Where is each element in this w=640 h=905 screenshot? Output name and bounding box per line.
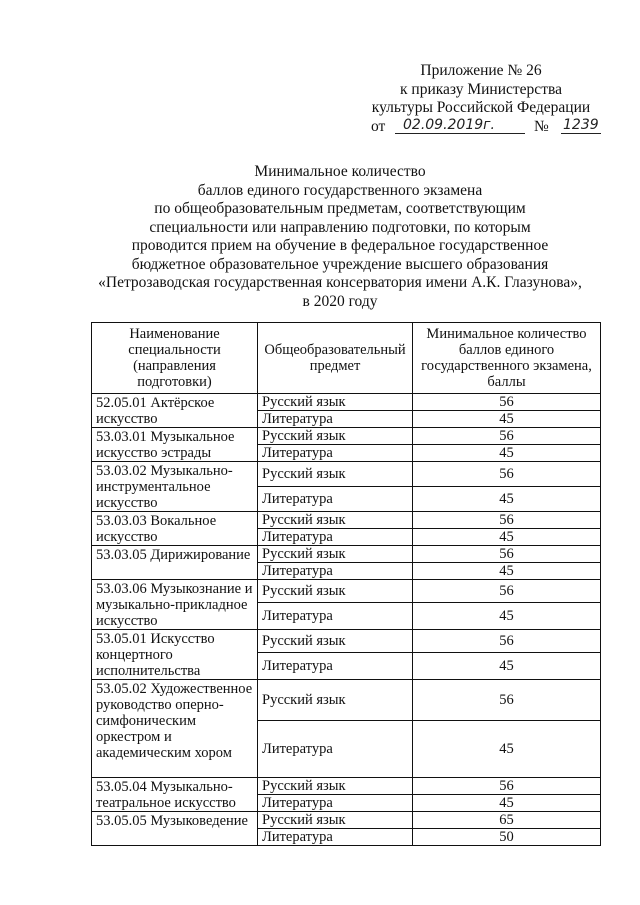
score-cell: 45 xyxy=(413,563,601,580)
table-row xyxy=(92,812,601,829)
specialty-cell: 53.03.03 Вокальное искусство xyxy=(92,512,258,546)
score-cell: 45 xyxy=(413,653,601,680)
specialty-cell: 53.05.05 Музыковедение xyxy=(92,812,258,846)
score-cell: 50 xyxy=(413,829,601,846)
subject-cell: Русский язык xyxy=(258,630,413,653)
score-cell: 56 xyxy=(413,512,601,529)
subject-cell: Литература xyxy=(258,563,413,580)
score-cell: 65 xyxy=(413,812,601,829)
table-row xyxy=(92,630,601,653)
order-reference: к приказу Министерства xyxy=(400,80,562,98)
document-title xyxy=(80,163,600,311)
subject-cell: Литература xyxy=(258,653,413,680)
appendix-number: Приложение № 26 xyxy=(420,62,542,79)
score-cell: 56 xyxy=(413,680,601,721)
subject-cell: Русский язык xyxy=(258,462,413,487)
table-row xyxy=(92,778,601,795)
subject-cell: Литература xyxy=(258,603,413,630)
score-cell: 45 xyxy=(413,487,601,512)
header-subject: Общеобразовательный предмет xyxy=(258,323,413,394)
order-number: 1239 xyxy=(561,116,601,134)
subject-cell: Литература xyxy=(258,529,413,546)
title-line: Минимальное количество xyxy=(254,163,426,180)
subject-cell: Русский язык xyxy=(258,580,413,603)
score-cell: 56 xyxy=(413,546,601,563)
subject-cell: Литература xyxy=(258,411,413,428)
score-cell: 56 xyxy=(413,462,601,487)
specialty-cell: 53.05.01 Искусство концертного исполнительства xyxy=(92,630,258,680)
order-date-line xyxy=(371,116,599,138)
score-cell: 45 xyxy=(413,603,601,630)
title-line: проводится прием на обучение в федеральное государственное xyxy=(131,237,549,254)
table-row xyxy=(92,680,601,721)
table-header-row xyxy=(92,323,601,394)
specialty-cell: 53.05.04 Музыкально-театральное искусство xyxy=(92,778,258,812)
table-row xyxy=(92,512,601,529)
table-row xyxy=(92,546,601,563)
order-number-label: № xyxy=(534,117,549,135)
table-row xyxy=(92,428,601,445)
specialty-cell: 53.03.01 Музыкальное искусство эстрады xyxy=(92,428,258,462)
specialty-cell: 53.03.06 Музыкознание и музыкально-прикладное искусство xyxy=(92,580,258,630)
score-cell: 45 xyxy=(413,445,601,462)
table-row xyxy=(92,462,601,487)
subject-cell: Русский язык xyxy=(258,812,413,829)
score-cell: 56 xyxy=(413,428,601,445)
score-cell: 45 xyxy=(413,529,601,546)
title-line: по общеобразовательным предметам, соответствующим xyxy=(154,200,526,217)
title-line: специальности или направлению подготовки, по которым xyxy=(149,218,531,236)
specialty-cell: 53.03.05 Дирижирование xyxy=(92,546,258,580)
subject-cell: Литература xyxy=(258,445,413,462)
subject-cell: Литература xyxy=(258,487,413,512)
table-row xyxy=(92,394,601,411)
title-line: «Петрозаводская государственная консерватория имени А.К. Глазунова», xyxy=(98,274,582,291)
subject-cell: Русский язык xyxy=(258,546,413,563)
subject-cell: Русский язык xyxy=(258,680,413,721)
score-cell: 45 xyxy=(413,411,601,428)
order-date: 02.09.2019г. xyxy=(395,116,525,134)
subject-cell: Русский язык xyxy=(258,428,413,445)
score-cell: 56 xyxy=(413,580,601,603)
specialty-cell: 52.05.01 Актёрское искусство xyxy=(92,394,258,428)
score-cell: 45 xyxy=(413,721,601,778)
score-cell: 45 xyxy=(413,795,601,812)
specialty-cell: 53.05.02 Художественное руководство оперно-симфоническим оркестром и академическим хором xyxy=(92,680,258,778)
score-cell: 56 xyxy=(413,394,601,411)
appendix-header xyxy=(366,62,599,138)
min-scores-table xyxy=(91,322,601,846)
ministry-name: культуры Российской Федерации xyxy=(371,99,591,116)
title-line: баллов единого государственного экзамена xyxy=(197,181,483,199)
subject-cell: Русский язык xyxy=(258,394,413,411)
score-cell: 56 xyxy=(413,630,601,653)
subject-cell: Литература xyxy=(258,795,413,812)
subject-cell: Русский язык xyxy=(258,512,413,529)
header-specialty: Наименование специальности (направления подготовки) xyxy=(92,323,258,394)
specialty-cell: 53.03.02 Музыкально-инструментальное искусство xyxy=(92,462,258,512)
table-row xyxy=(92,580,601,603)
score-cell: 56 xyxy=(413,778,601,795)
title-line: в 2020 году xyxy=(302,292,378,310)
subject-cell: Литература xyxy=(258,721,413,778)
order-prefix: от xyxy=(371,117,386,135)
subject-cell: Литература xyxy=(258,829,413,846)
header-min-score: Минимальное количество баллов единого государственного экзамена, баллы xyxy=(413,323,601,394)
title-line: бюджетное образовательное учреждение высшего образования xyxy=(131,255,549,273)
subject-cell: Русский язык xyxy=(258,778,413,795)
